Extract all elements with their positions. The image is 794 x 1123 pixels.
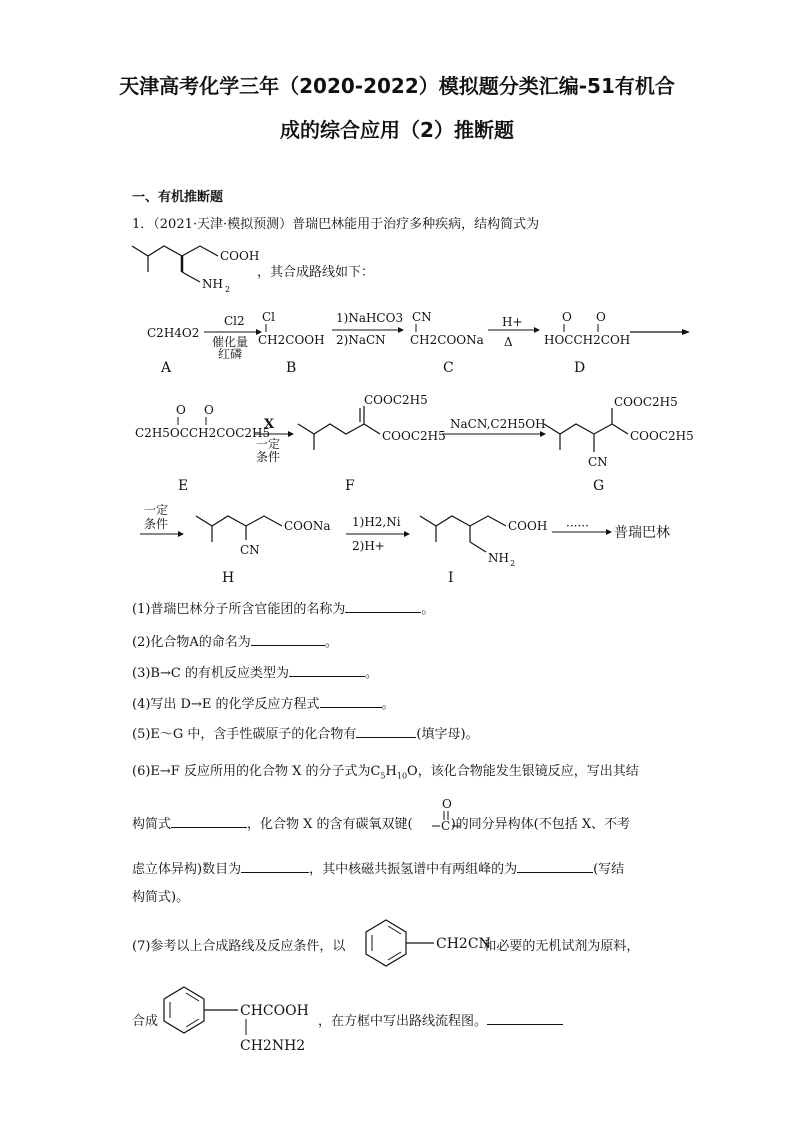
question-1-2: (2)化合物A的命名为 。 [132,635,338,650]
g-ester-right: COOC2H5 [630,429,694,443]
nh2-label: NH [202,277,223,291]
compound-a-formula: C2H4O2 [147,326,200,340]
arrow-dots: ······ [566,519,589,533]
label-d: D [574,360,586,376]
answer-blank[interactable] [251,633,325,646]
question-1-intro-cont: ，其合成路线如下： [257,265,375,280]
svg-text:O: O [562,310,572,324]
answer-blank[interactable] [356,725,416,738]
label-e: E [178,478,189,494]
label-c: C [443,360,454,376]
answer-blank[interactable] [487,1012,563,1025]
catalyst-line2: 红磷 [218,347,243,361]
answer-blank[interactable] [517,860,593,873]
pregabalin-target: 普瑞巴林 [614,525,670,541]
g-ester-top: COOC2H5 [614,395,678,409]
compound-c-bottom: CH2COONa [410,333,484,347]
svg-text:C: C [441,819,451,833]
answer-blank[interactable] [345,600,421,613]
cooh-label: COOH [220,249,260,263]
scheme-row-3 [130,500,690,590]
label-b: B [286,360,297,376]
compound-b-bottom: CH2COOH [258,333,325,347]
condition-line1: 一定 [256,437,281,451]
product-top-group: CHCOOH [240,1003,309,1019]
question-1-3: (3)B→C 的有机反应类型为 。 [132,666,378,681]
question-1-6-line3: 虑立体异构)数目为 ，其中核磁共振氢谱中有两组峰的为 (写结 [132,862,625,877]
doc-title-line1: 天津高考化学三年（2020-2022）模拟题分类汇编-51有机合 [119,74,675,98]
ch2cn-label: CH2CN [436,936,491,952]
condition2-line1: 一定 [144,503,169,517]
product-structure [162,985,342,1057]
question-1-7-line1: (7)参考以上合成路线及反应条件，以 和必要的无机试剂为原料， [132,939,640,954]
svg-text:O: O [176,403,186,417]
condition2-line2: 条件 [144,517,169,531]
reagent-h2-ni: 1)H2,Ni [352,515,401,529]
pregabalin-structure [132,236,272,298]
question-1-intro: 1．（2021·天津·模拟预测）普瑞巴林能用于治疗多种疾病，结构简式为 [132,217,540,232]
nh2-subscript: 2 [225,285,231,294]
condition-line2: 条件 [256,450,281,464]
reagent-cl2: Cl2 [224,314,245,328]
label-a: A [161,360,172,376]
label-f: F [345,478,355,494]
compound-e-formula: C2H5OCCH2COC2H5 [135,426,271,440]
question-1-6-line2: 构简式 ，化合物 X 的含有碳氧双键( )的同分异构体(不包括 X、不考 [132,817,631,832]
label-g: G [593,478,605,494]
question-1-6-line1: (6)E→F 反应所用的化合物 X 的分子式为$C_5H_{10}O$，该化合物能发生银镜反应，写出其结 [132,764,639,781]
question-1-4: (4)写出 D→E 的化学反应方程式 。 [132,697,395,712]
answer-blank[interactable] [171,815,247,828]
compound-d-formula: HOCCH2COH [544,333,631,347]
question-1-7-line2: 合成 [132,1014,159,1029]
svg-text:O: O [596,310,606,324]
compound-b-top: Cl [262,310,276,324]
doc-title-line2: 成的综合应用（2）推断题 [280,118,514,142]
catalyst-line1: 催化量 [212,335,249,349]
h-carboxylate: COONa [284,519,331,533]
i-carboxyl: COOH [508,519,548,533]
i-amine: NH [488,551,509,565]
benzyl-cyanide-structure [364,918,500,970]
reagent-x: X [264,417,275,432]
compound-c-top: CN [412,310,432,324]
carbonyl-bond-glyph [430,796,464,832]
reagent-heat: Δ [504,335,513,349]
answer-blank[interactable] [289,664,365,677]
f-ester-top: COOC2H5 [364,393,428,407]
question-1-7-line2-cont: ，在方框中写出路线流程图。 [318,1010,563,1029]
f-ester-right: COOC2H5 [382,429,446,443]
product-bottom-group: CH2NH2 [240,1038,306,1054]
section-heading: 一、有机推断题 [132,190,224,205]
answer-blank[interactable] [241,860,309,873]
answer-blank[interactable] [320,695,382,708]
reagent-nacn: 2)NaCN [336,333,386,347]
label-i: I [448,570,454,586]
h-cyano: CN [240,543,260,557]
reagent-h-plus-2: 2)H+ [352,539,385,553]
label-h: H [222,570,235,586]
question-1-5: (5)E～G 中，含手性碳原子的化合物有 (填字母)。 [132,727,479,742]
i-amine-sub: 2 [510,559,516,568]
reagent-h-plus: H+ [502,315,523,329]
scheme-row-2 [130,390,694,496]
svg-text:O: O [204,403,214,417]
question-1-6-line4: 构简式)。 [132,890,190,905]
question-1-1: (1)普瑞巴林分子所含官能团的名称为 。 [132,602,435,617]
reagent-nahco3: 1)NaHCO3 [336,311,404,325]
reagent-nacn-ethanol: NaCN,C2H5OH [450,417,546,431]
g-cyano: CN [588,455,608,469]
scheme-row-1 [130,300,690,380]
svg-text:O: O [442,797,452,811]
